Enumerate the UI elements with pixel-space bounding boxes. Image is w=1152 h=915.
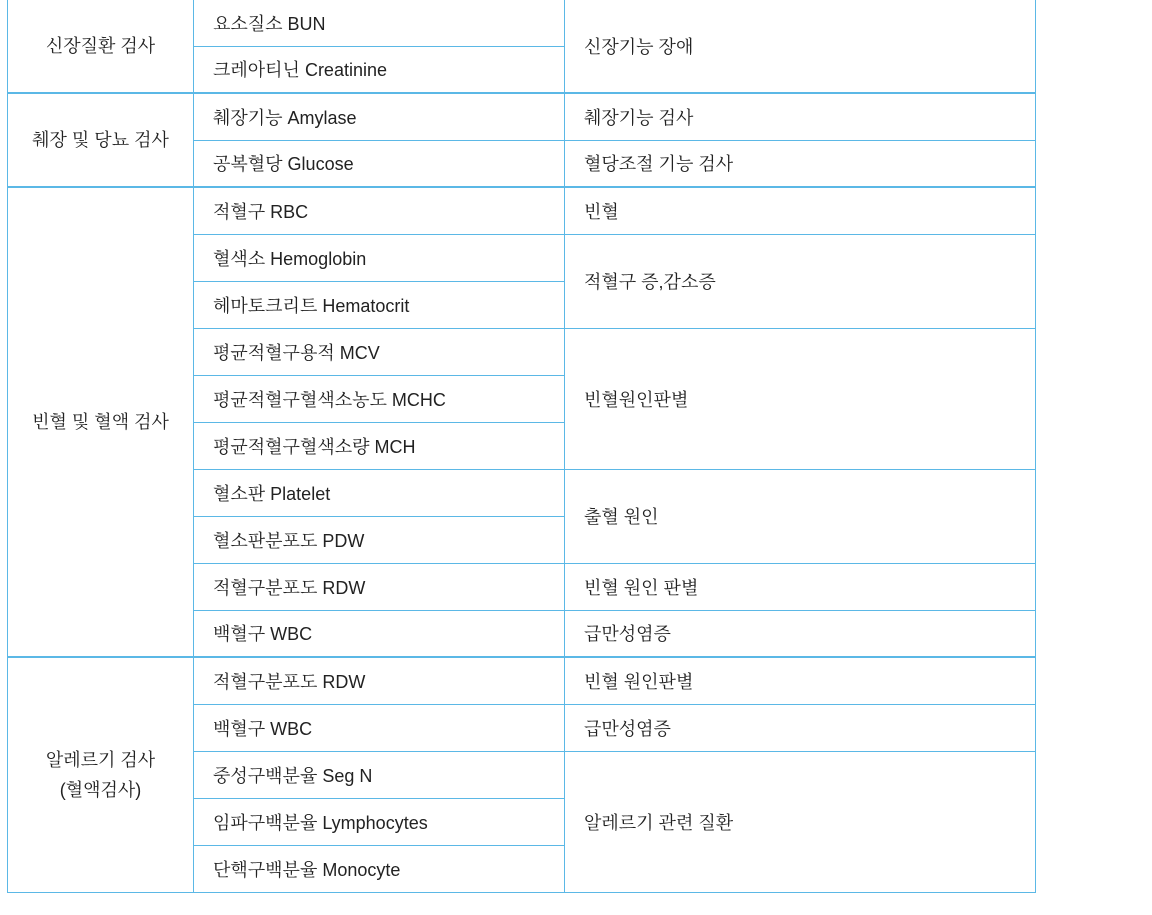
test-cell: 평균적혈구용적 MCV [194, 328, 565, 375]
test-cell: 백혈구 WBC [194, 704, 565, 751]
purpose-cell: 빈혈 원인판별 [565, 657, 1036, 704]
purpose-cell: 급만성염증 [565, 610, 1036, 657]
category-label-line1: 알레르기 검사 [45, 749, 156, 770]
test-cell: 적혈구분포도 RDW [194, 563, 565, 610]
test-cell: 적혈구 RBC [194, 187, 565, 234]
test-cell: 백혈구 WBC [194, 610, 565, 657]
table-row [8, 93, 1036, 140]
purpose-cell: 신장기능 장애 [565, 0, 1036, 93]
test-cell: 혈색소 Hemoglobin [194, 234, 565, 281]
test-cell: 공복혈당 Glucose [194, 140, 565, 187]
category-cell-kidney: 신장질환 검사 [8, 0, 194, 93]
test-cell: 요소질소 BUN [194, 0, 565, 46]
table-row [8, 187, 1036, 234]
purpose-cell: 혈당조절 기능 검사 [565, 140, 1036, 187]
test-cell: 크레아티닌 Creatinine [194, 46, 565, 93]
test-cell: 평균적혈구혈색소량 MCH [194, 422, 565, 469]
purpose-cell: 빈혈 원인 판별 [565, 563, 1036, 610]
test-cell: 혈소판분포도 PDW [194, 516, 565, 563]
purpose-cell: 알레르기 관련 질환 [565, 751, 1036, 892]
purpose-cell: 적혈구 증,감소증 [565, 234, 1036, 328]
purpose-cell: 빈혈원인판별 [565, 328, 1036, 469]
test-cell: 단핵구백분율 Monocyte [194, 845, 565, 892]
category-label-line2: (혈액검사) [59, 779, 142, 800]
category-cell-allergy [8, 657, 194, 892]
category-cell-pancreas: 췌장 및 당뇨 검사 [8, 93, 194, 187]
test-cell: 혈소판 Platelet [194, 469, 565, 516]
table-row [8, 0, 1036, 46]
health-checkup-table [7, 0, 1036, 893]
category-cell-anemia: 빈혈 및 혈액 검사 [8, 187, 194, 657]
purpose-cell: 빈혈 [565, 187, 1036, 234]
purpose-cell: 췌장기능 검사 [565, 93, 1036, 140]
test-cell: 췌장기능 Amylase [194, 93, 565, 140]
test-cell: 중성구백분율 Seg N [194, 751, 565, 798]
test-cell: 적혈구분포도 RDW [194, 657, 565, 704]
purpose-cell: 급만성염증 [565, 704, 1036, 751]
health-checkup-table-container [7, 0, 1035, 893]
test-cell: 평균적혈구혈색소농도 MCHC [194, 375, 565, 422]
table-row [8, 657, 1036, 704]
test-cell: 헤마토크리트 Hematocrit [194, 281, 565, 328]
purpose-cell: 출혈 원인 [565, 469, 1036, 563]
test-cell: 임파구백분율 Lymphocytes [194, 798, 565, 845]
